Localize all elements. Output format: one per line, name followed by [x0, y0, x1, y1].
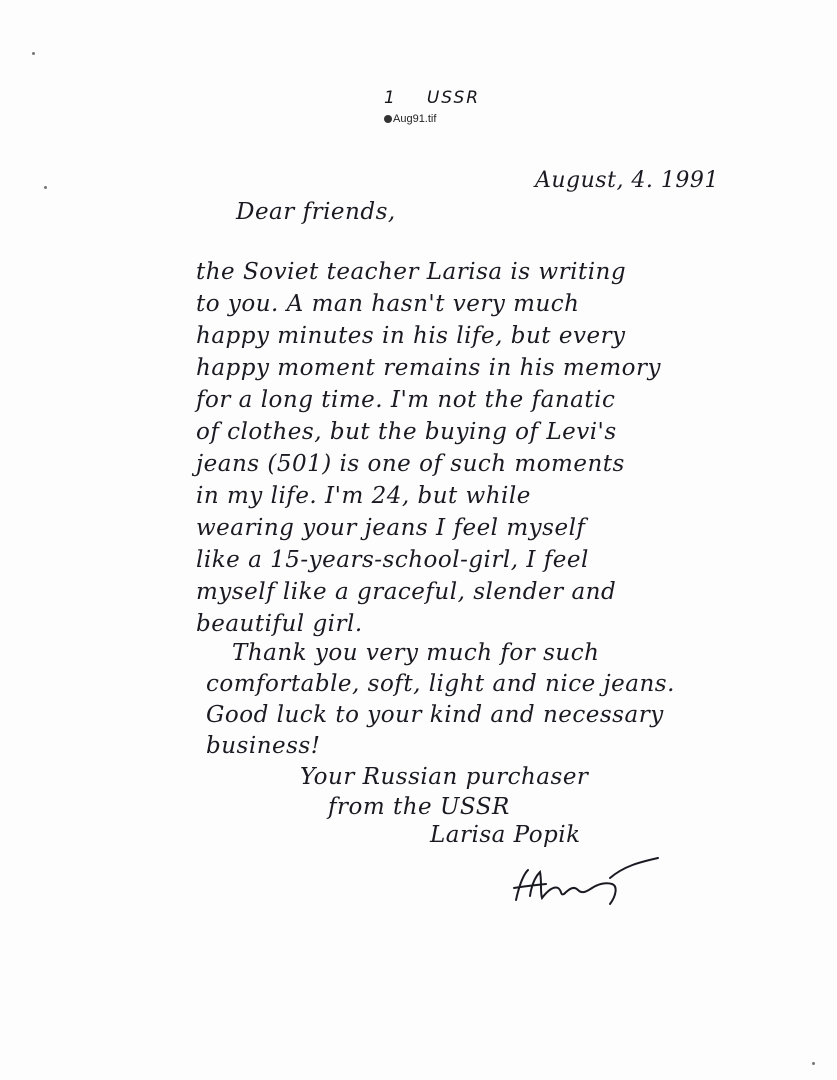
body-line: comfortable, soft, light and nice jeans.: [206, 671, 675, 697]
body-line: happy moment remains in his memory: [196, 355, 661, 381]
body-line: the Soviet teacher Larisa is writing: [196, 259, 627, 285]
country-label: USSR: [426, 88, 481, 108]
body-line: happy minutes in his life, but every: [196, 323, 626, 349]
page-number: 1: [384, 88, 397, 108]
scan-speck: [32, 52, 35, 55]
closing-line: Your Russian purchaser: [300, 764, 589, 790]
body-line: Good luck to your kind and necessary: [206, 702, 664, 728]
closing-line: from the USSR: [328, 794, 510, 820]
signer-name: Larisa Popik: [430, 822, 581, 848]
handwritten-signature: [506, 852, 666, 912]
stamp-dot-icon: [384, 115, 392, 123]
body-line: of clothes, but the buying of Levi's: [196, 419, 617, 445]
scan-speck: [812, 1062, 815, 1065]
filename-text: Aug91.tif: [393, 113, 437, 125]
body-line: jeans (501) is one of such moments: [196, 451, 625, 477]
body-line: for a long time. I'm not the fanatic: [196, 387, 616, 413]
scan-filename: [384, 113, 436, 125]
body-line: beautiful girl.: [196, 611, 363, 637]
salutation: Dear friends,: [236, 199, 396, 225]
body-line: business!: [206, 733, 321, 759]
body-line: wearing your jeans I feel myself: [196, 515, 586, 541]
body-line: like a 15-years-school-girl, I feel: [196, 547, 589, 573]
scan-speck: [44, 186, 47, 189]
page-marker: [384, 88, 480, 108]
body-line: myself like a graceful, slender and: [196, 579, 617, 605]
body-line: in my life. I'm 24, but while: [196, 483, 531, 509]
letter-date: August, 4. 1991: [535, 168, 719, 193]
body-line: to you. A man hasn't very much: [196, 291, 580, 317]
body-line: Thank you very much for such: [232, 640, 600, 666]
